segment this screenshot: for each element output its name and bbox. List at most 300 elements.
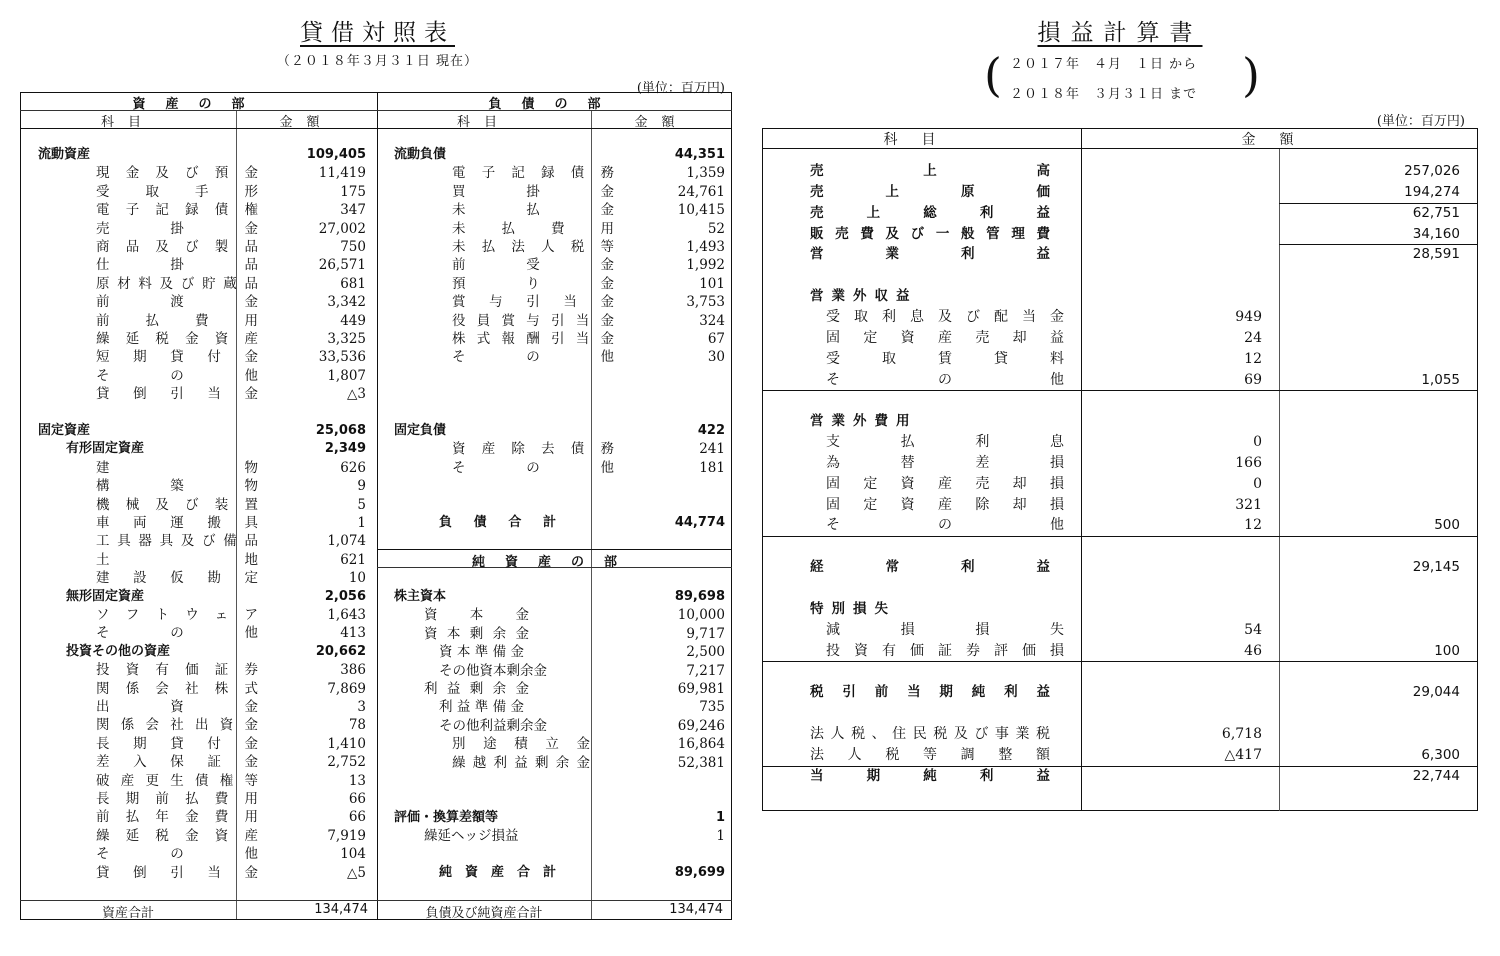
row-detail-amount: 69 <box>1244 371 1262 388</box>
row-label: 短期貸付金 <box>96 349 258 366</box>
row-amount: 89,699 <box>674 865 725 880</box>
row-label: 当期純利益 <box>810 767 1050 784</box>
income-statement-unit: (単位：百万円) <box>1376 114 1465 129</box>
row-label: 法人税等調整額 <box>810 746 1050 763</box>
row-label: 純資産合計 <box>439 865 556 880</box>
table-row <box>38 624 388 642</box>
row-amount: 3,342 <box>327 294 366 311</box>
table-row <box>762 453 1478 474</box>
table-row <box>394 256 744 274</box>
row-label: 売上総利益 <box>810 204 1050 221</box>
row-amount: 1,992 <box>686 257 725 274</box>
row-amount: 89,698 <box>674 589 725 604</box>
row-amount: 11,419 <box>318 165 366 182</box>
table-row <box>38 440 388 458</box>
period-to: ２０１８年 ３月３１日 まで <box>1010 87 1198 102</box>
row-amount: 347 <box>340 202 366 219</box>
table-row <box>762 766 1478 787</box>
table-row <box>38 238 388 256</box>
row-amount: △5 <box>347 864 366 881</box>
row-label: 未払法人税等 <box>452 239 614 255</box>
income-statement-title: 損益計算書 <box>1037 20 1203 46</box>
row-amount: 1,493 <box>686 239 725 255</box>
table-row <box>38 367 388 385</box>
table-row <box>38 772 388 790</box>
row-label: その他 <box>96 625 258 642</box>
table-row <box>38 864 388 882</box>
table-row <box>38 459 388 477</box>
row-label: 利益剰余金 <box>424 681 529 697</box>
table-row <box>38 183 388 201</box>
row-label: 減損損失 <box>826 621 1064 638</box>
row-label: 税引前当期純利益 <box>810 684 1050 701</box>
period-right-paren: ) <box>1242 48 1260 102</box>
row-amount: 24,761 <box>677 183 725 200</box>
row-label: 利益準備金 <box>439 699 524 716</box>
row-label: 役員賞与引当金 <box>452 312 614 329</box>
total-liabilities-net-assets-label: 負債及び純資産合計 <box>425 906 543 921</box>
table-row <box>394 606 744 624</box>
row-label: 投資有価証券 <box>96 662 258 679</box>
table-row <box>38 312 388 330</box>
row-label: 株式報酬引当金 <box>452 331 614 347</box>
row-amount: 10,000 <box>677 607 725 624</box>
row-amount: 1,410 <box>327 735 366 752</box>
row-detail-amount: 24 <box>1244 329 1262 346</box>
row-total-amount: 1,055 <box>1421 371 1460 388</box>
row-amount: 735 <box>699 699 725 716</box>
row-amount: 2,349 <box>324 441 366 457</box>
row-label: 資本金 <box>424 607 529 624</box>
row-label: 商品及び製品 <box>96 239 258 255</box>
row-label: 株主資本 <box>394 589 447 604</box>
row-label: 特別損失 <box>810 600 896 617</box>
row-detail-amount: 54 <box>1244 621 1262 638</box>
row-label: 工具器具及び備品 <box>96 533 258 550</box>
table-row <box>762 265 1478 286</box>
row-label: 賞与引当金 <box>452 294 614 311</box>
row-label: 受取賃貸料 <box>826 350 1064 367</box>
balance-sheet-unit: (単位：百万円) <box>636 81 725 96</box>
row-label: 負債合計 <box>439 515 556 530</box>
row-label: 前渡金 <box>96 294 258 311</box>
row-amount: 9,717 <box>686 625 725 642</box>
table-row <box>394 459 744 477</box>
row-amount: 109,405 <box>306 147 366 162</box>
table-row <box>394 477 744 495</box>
row-amount: 7,919 <box>327 827 366 844</box>
table-row <box>38 514 388 532</box>
table-row <box>762 578 1478 599</box>
row-label: 構築物 <box>96 478 258 495</box>
net-assets-header: 純資産の部 <box>471 555 637 570</box>
table-row <box>394 625 744 643</box>
row-detail-amount: 0 <box>1253 434 1262 451</box>
row-label: 出資金 <box>96 699 258 715</box>
row-label: その他資本剰余金 <box>439 662 547 679</box>
table-row <box>762 703 1478 724</box>
row-amount: 30 <box>707 349 725 366</box>
row-label: 買掛金 <box>452 183 614 200</box>
col-item: 科目 <box>100 115 155 130</box>
row-total-amount: 28,591 <box>1412 246 1460 263</box>
table-row <box>38 643 388 661</box>
table-row <box>38 275 388 293</box>
table-row <box>394 220 744 238</box>
table-row <box>394 735 744 753</box>
table-row <box>38 790 388 808</box>
row-total-amount: 29,145 <box>1412 559 1460 576</box>
row-amount: 66 <box>348 791 366 807</box>
table-row <box>394 146 744 164</box>
row-detail-amount: 321 <box>1235 496 1262 513</box>
row-amount: 626 <box>340 459 366 476</box>
table-row <box>762 641 1478 662</box>
table-row <box>394 404 744 422</box>
row-amount: 27,002 <box>318 220 366 237</box>
row-label: 投資有価証券評価損 <box>826 642 1064 659</box>
row-amount: 1,643 <box>327 607 366 623</box>
row-amount: 44,774 <box>674 515 725 530</box>
row-amount: 1,074 <box>327 533 366 550</box>
table-row <box>762 682 1478 703</box>
table-row <box>762 411 1478 432</box>
table-row <box>762 203 1478 224</box>
row-amount: 422 <box>697 423 725 438</box>
row-label: 資産除去債務 <box>452 441 614 458</box>
row-label: 資本剰余金 <box>424 625 529 642</box>
table-row <box>38 716 388 734</box>
table-row <box>394 496 744 514</box>
table-row <box>38 680 388 698</box>
row-label: 預り金 <box>452 275 614 292</box>
row-label: その他 <box>452 349 614 366</box>
row-label: 繰越利益剰余金 <box>452 754 590 771</box>
table-row <box>394 772 744 790</box>
row-amount: 20,662 <box>315 643 366 659</box>
table-row <box>762 161 1478 182</box>
row-amount: 750 <box>340 239 366 255</box>
table-row <box>762 495 1478 516</box>
table-row <box>38 698 388 716</box>
row-label: 前受金 <box>452 257 614 274</box>
row-label: 長期貸付金 <box>96 735 258 752</box>
col-amount: 金額 <box>634 115 689 130</box>
table-row <box>394 809 744 827</box>
row-label: 営業外費用 <box>810 413 918 430</box>
row-amount: 104 <box>340 846 366 863</box>
row-label: 流動負債 <box>394 147 447 162</box>
table-row <box>394 238 744 256</box>
row-label: その他 <box>826 371 1064 388</box>
row-label: 原材料及び貯蔵品 <box>96 275 258 292</box>
row-label: 固定資産除却損 <box>826 496 1064 513</box>
table-row <box>762 474 1478 495</box>
table-row <box>394 183 744 201</box>
row-amount: 25,068 <box>315 423 366 438</box>
row-amount: 3,325 <box>327 331 366 347</box>
row-label: 破産更生債権等 <box>96 772 258 789</box>
table-row <box>38 201 388 219</box>
table-row <box>38 496 388 514</box>
table-row <box>38 385 388 403</box>
row-amount: 621 <box>340 551 366 568</box>
row-label: 建設仮勘定 <box>96 570 258 587</box>
table-row <box>38 661 388 679</box>
row-label: 繰延税金資産 <box>96 827 258 844</box>
row-label: 無形固定資産 <box>66 588 145 604</box>
row-total-amount: 34,160 <box>1412 225 1460 242</box>
table-row <box>762 745 1478 766</box>
row-label: 販売費及び一般管理費 <box>810 225 1050 242</box>
row-amount: 241 <box>699 441 725 458</box>
table-row <box>38 827 388 845</box>
row-label: その他 <box>96 846 258 863</box>
row-detail-amount: 12 <box>1244 350 1262 367</box>
row-detail-amount: 46 <box>1244 642 1262 659</box>
table-row <box>762 182 1478 203</box>
table-row <box>394 643 744 661</box>
table-row <box>394 312 744 330</box>
table-row <box>762 620 1478 641</box>
table-row <box>762 432 1478 453</box>
row-label: その他 <box>826 517 1064 534</box>
total-liabilities-net-assets-value: 134,474 <box>669 902 723 917</box>
table-row <box>394 348 744 366</box>
row-label: その他 <box>96 367 258 384</box>
table-row <box>394 293 744 311</box>
row-label: 投資その他の資産 <box>66 643 171 659</box>
total-assets-label: 資産合計 <box>101 906 154 921</box>
table-row <box>762 307 1478 328</box>
row-label: 法人税、住民税及び事業税 <box>810 725 1050 742</box>
row-label: 別途積立金 <box>452 736 590 753</box>
row-label: 売掛金 <box>96 220 258 237</box>
row-label: 関係会社株式 <box>96 680 258 697</box>
row-label: 機械及び装置 <box>96 496 258 513</box>
row-amount: △3 <box>347 386 366 403</box>
table-row <box>762 390 1478 411</box>
row-label: 売上原価 <box>810 183 1050 200</box>
table-row <box>38 735 388 753</box>
pl-col-amount: 金額 <box>1241 132 1318 148</box>
row-amount: 681 <box>340 275 366 292</box>
table-row <box>394 275 744 293</box>
bs-total-line <box>20 900 732 901</box>
liabilities-header: 負債の部 <box>488 97 621 112</box>
table-row <box>38 569 388 587</box>
table-row <box>38 845 388 863</box>
row-label: 現金及び預金 <box>96 165 258 182</box>
table-row <box>762 244 1478 265</box>
period-left-paren: ( <box>984 48 1002 102</box>
row-total-amount: 6,300 <box>1421 746 1460 763</box>
row-detail-amount: 12 <box>1244 517 1262 534</box>
row-amount: 9 <box>357 478 366 495</box>
table-row <box>38 422 388 440</box>
row-amount: 1 <box>716 828 725 845</box>
table-row <box>762 328 1478 349</box>
table-row <box>394 164 744 182</box>
table-row <box>38 220 388 238</box>
row-label: 繰延税金資産 <box>96 331 258 347</box>
table-row <box>394 790 744 808</box>
row-label: 電子記録債権 <box>96 202 258 219</box>
table-row <box>394 422 744 440</box>
row-amount: 66 <box>348 809 366 826</box>
row-detail-amount: △417 <box>1224 746 1262 763</box>
row-label: 固定資産 <box>38 423 91 438</box>
row-label: 差入保証金 <box>96 754 258 771</box>
balance-sheet-date: （２０１８年３月３１日 現在） <box>276 54 479 69</box>
row-amount: 52,381 <box>677 754 725 771</box>
row-label: 仕掛品 <box>96 257 258 274</box>
row-amount: 69,981 <box>677 681 725 697</box>
table-row <box>394 864 744 882</box>
row-detail-amount: 949 <box>1235 308 1262 325</box>
row-amount: 26,571 <box>318 257 366 274</box>
table-row <box>394 754 744 772</box>
row-label: 受取手形 <box>96 183 258 200</box>
row-amount: 101 <box>699 275 725 292</box>
row-label: 固定負債 <box>394 423 447 438</box>
row-amount: 1,807 <box>327 367 366 384</box>
table-row <box>394 330 744 348</box>
table-row <box>762 661 1478 682</box>
row-total-amount: 100 <box>1434 642 1460 659</box>
table-row <box>762 286 1478 307</box>
col-amount: 金額 <box>279 115 334 130</box>
row-amount: 69,246 <box>677 717 725 734</box>
row-amount: 2,752 <box>327 754 366 771</box>
assets-header: 資産の部 <box>132 97 265 112</box>
row-amount: 1 <box>715 809 725 825</box>
table-row <box>38 588 388 606</box>
table-row <box>394 440 744 458</box>
table-row <box>38 532 388 550</box>
row-label: ソフトウェア <box>96 607 258 623</box>
row-label: 貸倒引当金 <box>96 386 258 403</box>
row-amount: 5 <box>357 496 366 513</box>
row-label: 受取利息及び配当金 <box>826 308 1064 325</box>
row-detail-amount: 166 <box>1235 454 1262 471</box>
row-label: 土地 <box>96 551 258 568</box>
row-amount: 386 <box>340 662 366 679</box>
row-label: 固定資産売却益 <box>826 329 1064 346</box>
row-label: 営業外収益 <box>810 288 918 305</box>
row-label: 営業利益 <box>810 246 1050 263</box>
bs-netassets-line <box>377 549 732 550</box>
table-row <box>394 662 744 680</box>
row-amount: 78 <box>348 717 366 734</box>
row-label: その他利益剰余金 <box>439 717 547 734</box>
row-label: 車両運搬具 <box>96 515 258 531</box>
row-amount: 175 <box>340 183 366 200</box>
table-row <box>394 514 744 532</box>
row-total-amount: 62,751 <box>1412 204 1460 221</box>
row-amount: 10,415 <box>677 202 725 219</box>
pl-col-item: 科目 <box>883 132 960 148</box>
table-row <box>394 588 744 606</box>
row-total-amount: 22,744 <box>1412 767 1460 784</box>
row-amount: 67 <box>707 331 725 347</box>
row-label: 評価・換算差額等 <box>394 809 499 825</box>
table-row <box>394 698 744 716</box>
table-row <box>762 370 1478 391</box>
col-item: 科目 <box>456 115 511 130</box>
row-detail-amount: 0 <box>1253 475 1262 492</box>
row-amount: 2,056 <box>324 588 366 604</box>
table-row <box>38 404 388 422</box>
row-label: 未払金 <box>452 202 614 219</box>
table-row <box>38 808 388 826</box>
row-amount: 449 <box>340 312 366 329</box>
row-amount: 324 <box>699 312 725 329</box>
table-row <box>762 349 1478 370</box>
row-amount: 7,217 <box>686 662 725 679</box>
row-amount: 13 <box>348 772 366 789</box>
row-label: 前払費用 <box>96 312 258 329</box>
row-label: 為替差損 <box>826 454 1064 471</box>
row-label: その他 <box>452 459 614 476</box>
table-row <box>762 536 1478 557</box>
row-label: 関係会社出資金 <box>96 717 258 734</box>
row-label: 電子記録債務 <box>452 165 614 182</box>
row-label: 繰延ヘッジ損益 <box>424 828 519 845</box>
table-row <box>394 367 744 385</box>
table-row <box>38 164 388 182</box>
row-label: 流動資産 <box>38 147 91 162</box>
row-amount: 181 <box>699 459 725 476</box>
table-row <box>394 385 744 403</box>
table-row <box>38 551 388 569</box>
table-row <box>762 515 1478 536</box>
row-detail-amount: 6,718 <box>1221 725 1262 742</box>
period-from: ２０１７年 ４月 １日 から <box>1010 57 1198 72</box>
row-label: 建物 <box>96 459 258 476</box>
row-total-amount: 257,026 <box>1404 163 1460 179</box>
row-amount: 16,864 <box>677 736 725 753</box>
table-row <box>38 146 388 164</box>
balance-sheet-title: 貸借対照表 <box>300 20 455 46</box>
row-amount: 2,500 <box>686 644 725 661</box>
table-row <box>394 827 744 845</box>
row-amount: 1 <box>357 515 366 531</box>
row-amount: 3 <box>357 699 366 715</box>
row-total-amount: 194,274 <box>1404 183 1460 200</box>
row-amount: 33,536 <box>318 349 366 366</box>
row-label: 経常利益 <box>810 559 1050 576</box>
row-total-amount: 29,044 <box>1412 684 1460 701</box>
total-assets-value: 134,474 <box>314 902 368 917</box>
table-row <box>38 753 388 771</box>
row-amount: 52 <box>707 220 725 237</box>
row-amount: 7,869 <box>327 680 366 697</box>
row-amount: 44,351 <box>674 147 725 162</box>
table-row <box>762 557 1478 578</box>
table-row <box>38 606 388 624</box>
row-label: 貸倒引当金 <box>96 864 258 881</box>
row-amount: 1,359 <box>686 165 725 182</box>
row-label: 支払利息 <box>826 434 1064 451</box>
row-label: 固定資産売却損 <box>826 475 1064 492</box>
row-amount: 413 <box>340 625 366 642</box>
table-row <box>394 717 744 735</box>
table-row <box>38 330 388 348</box>
row-label: 資本準備金 <box>439 644 524 661</box>
table-row <box>394 846 744 864</box>
row-amount: 3,753 <box>686 294 725 311</box>
